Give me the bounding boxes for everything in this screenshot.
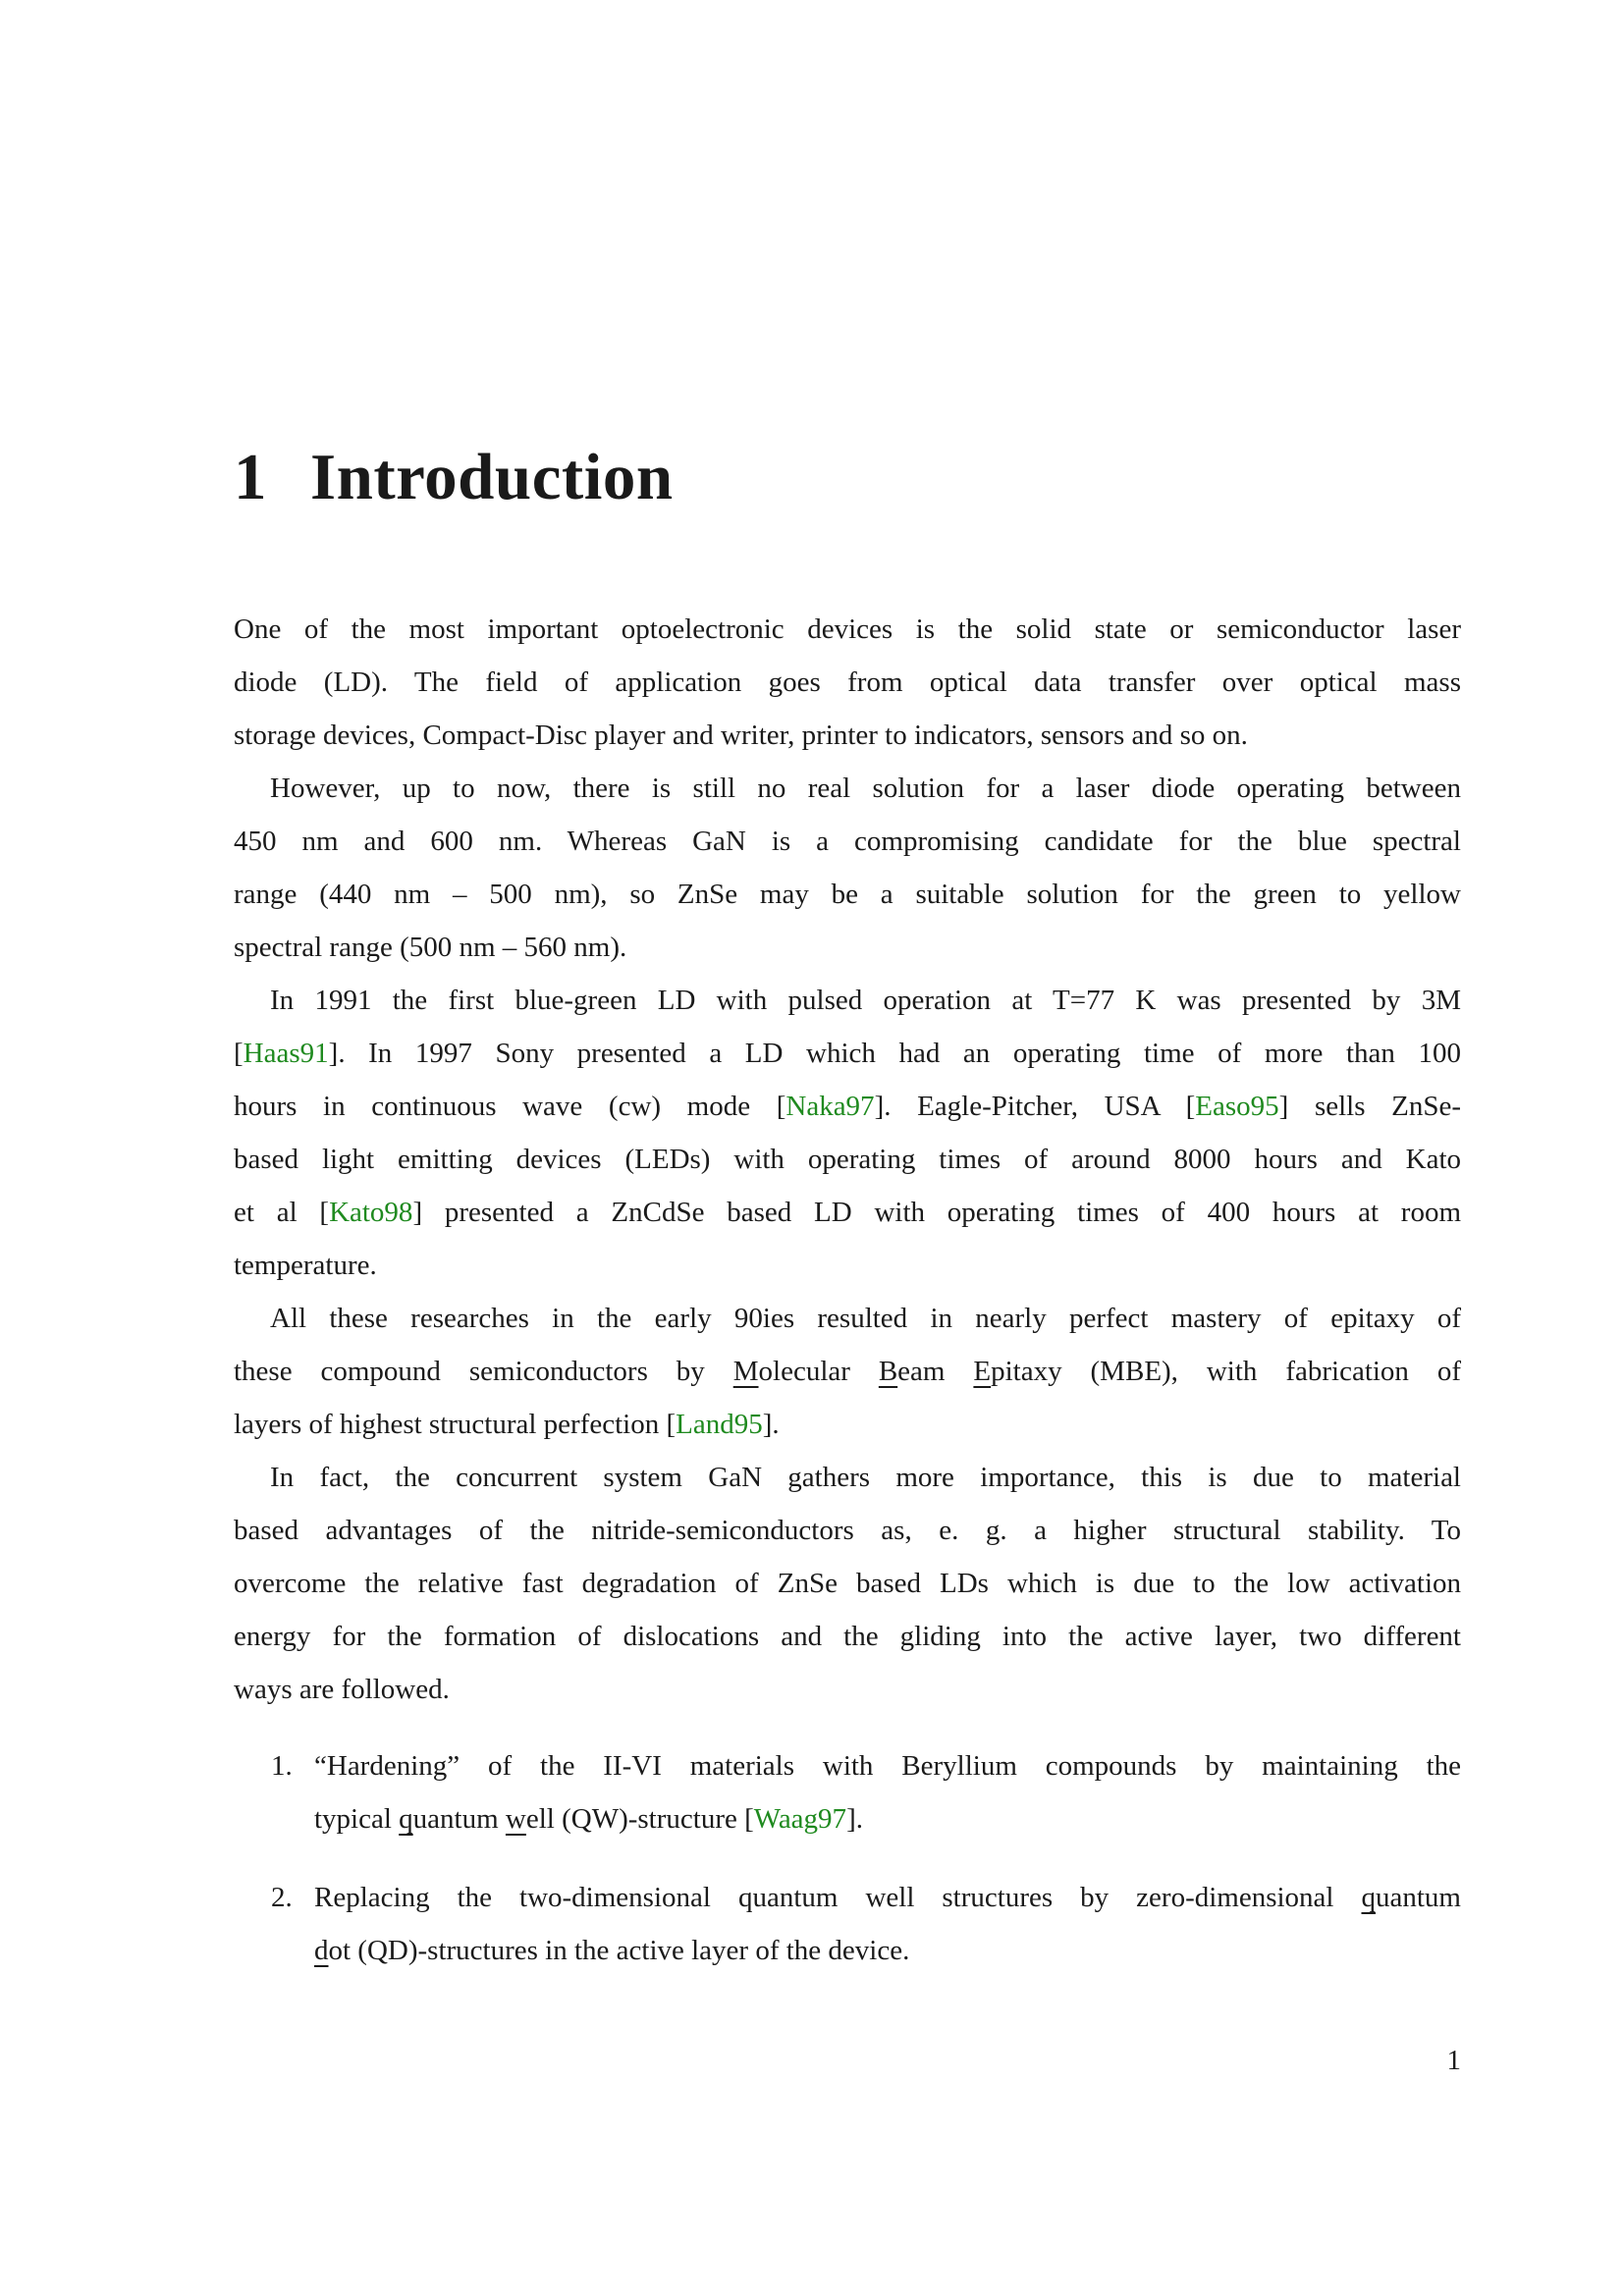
- underlined-letter: q: [399, 1802, 413, 1835]
- text-run: ] presented a ZnCdSe based LD with operating times of 400 hours at room: [412, 1196, 1462, 1228]
- text-line: [234, 656, 1461, 709]
- underlined-letter: q: [1361, 1881, 1376, 1913]
- body-text: [234, 603, 1461, 1977]
- text-line: [234, 1080, 1461, 1133]
- underlined-letter: w: [505, 1802, 526, 1835]
- text-run: diode (LD). The field of application goes from optical data transfer over optical mass: [234, 666, 1461, 698]
- list-item-number: 2.: [271, 1881, 293, 1913]
- text-run: layers of highest structural perfection [: [234, 1408, 677, 1440]
- text-line: [234, 762, 1461, 815]
- list-item: [271, 1739, 1461, 1845]
- paragraph: [234, 1451, 1461, 1716]
- text-run: pitaxy (MBE), with fabrication of: [991, 1355, 1462, 1387]
- text-run: 450 nm and 600 nm. Whereas GaN is a compromising candidate for the blue spectral: [234, 825, 1461, 857]
- text-run: olecular: [758, 1355, 879, 1387]
- text-line: [234, 1504, 1461, 1557]
- text-line: [234, 1557, 1461, 1610]
- text-run: spectral range (500 nm – 560 nm).: [234, 931, 627, 963]
- list-item-lines: [314, 1871, 1461, 1977]
- text-run: However, up to now, there is still no real solution for a laser diode operating between: [270, 772, 1461, 804]
- text-line: [234, 1398, 1461, 1451]
- text-run: Replacing the two-dimensional quantum well structures by zero-dimensional: [314, 1881, 1362, 1913]
- text-run: In 1991 the first blue-green LD with pulsed operation at T=77 K was presented by 3M: [270, 984, 1461, 1016]
- text-run: ]. In 1997 Sony presented a LD which had an operating time of more than 100: [328, 1037, 1461, 1069]
- text-run: ways are followed.: [234, 1673, 450, 1705]
- text-run: range (440 nm – 500 nm), so ZnSe may be a suitable solution for the green to yellow: [234, 878, 1461, 910]
- citation-link[interactable]: Easo95: [1195, 1090, 1279, 1122]
- underlined-letter: B: [878, 1355, 898, 1387]
- text-line: [234, 1451, 1461, 1504]
- text-run: hours in continuous wave (cw) mode [: [234, 1090, 786, 1122]
- paragraph: [234, 603, 1461, 762]
- numbered-list: [234, 1739, 1461, 1977]
- paragraph: [234, 762, 1461, 974]
- section-title: Introduction: [310, 441, 674, 513]
- underlined-letter: M: [732, 1355, 759, 1387]
- citation-link[interactable]: Haas91: [243, 1037, 329, 1069]
- text-line: [314, 1924, 1461, 1977]
- text-line: [234, 868, 1461, 921]
- text-line: [234, 1663, 1461, 1716]
- text-run: ell (QW)-structure [: [525, 1802, 754, 1835]
- text-line: [234, 921, 1461, 974]
- text-run: based advantages of the nitride-semiconductors as, e. g. a higher structural stability. To: [234, 1514, 1461, 1546]
- list-item-lines: [314, 1739, 1461, 1845]
- text-run: these compound semiconductors by: [234, 1355, 733, 1387]
- text-run: uantum: [412, 1802, 506, 1835]
- text-line: [234, 974, 1461, 1027]
- text-run: uantum: [1376, 1881, 1461, 1913]
- text-run: In fact, the concurrent system GaN gathers more importance, this is due to material: [270, 1461, 1461, 1493]
- text-run: ].: [846, 1802, 863, 1835]
- text-run: All these researches in the early 90ies resulted in nearly perfect mastery of epitaxy of: [270, 1302, 1461, 1334]
- text-run: typical: [314, 1802, 400, 1835]
- paragraph: [234, 1292, 1461, 1451]
- text-line: [234, 1610, 1461, 1663]
- text-run: ]. Eagle-Pitcher, USA [: [874, 1090, 1196, 1122]
- citation-link[interactable]: Land95: [676, 1408, 763, 1440]
- text-line: [234, 815, 1461, 868]
- text-run: “Hardening” of the II-VI materials with Beryllium compounds by maintaining the: [314, 1749, 1461, 1782]
- text-run: overcome the relative fast degradation of ZnSe based LDs which is due to the low activation: [234, 1567, 1461, 1599]
- section-heading: [234, 442, 1461, 514]
- text-line: [314, 1739, 1461, 1792]
- text-line: [234, 1239, 1461, 1292]
- text-run: et al [: [234, 1196, 330, 1228]
- text-run: eam: [897, 1355, 974, 1387]
- text-line: [234, 1027, 1461, 1080]
- text-line: [234, 1292, 1461, 1345]
- text-line: [234, 1186, 1461, 1239]
- citation-link[interactable]: Waag97: [753, 1802, 847, 1835]
- underlined-letter: d: [314, 1934, 329, 1966]
- list-item: [271, 1871, 1461, 1977]
- text-line: [234, 1345, 1461, 1398]
- text-line: [314, 1871, 1461, 1924]
- text-run: ot (QD)-structures in the active layer of the device.: [328, 1934, 910, 1966]
- text-run: One of the most important optoelectronic devices is the solid state or semiconductor laser: [234, 613, 1461, 645]
- page-number: 1: [1446, 2045, 1461, 2076]
- underlined-letter: E: [973, 1355, 992, 1387]
- text-line: [234, 1133, 1461, 1186]
- text-run: based light emitting devices (LEDs) with operating times of around 8000 hours and Kato: [234, 1143, 1461, 1175]
- section-number: 1: [234, 441, 267, 513]
- list-item-number: 1.: [271, 1749, 293, 1782]
- text-line: [234, 709, 1461, 762]
- text-run: storage devices, Compact-Disc player and writer, printer to indicators, sensors and so on.: [234, 719, 1248, 751]
- paragraph: [234, 974, 1461, 1292]
- citation-link[interactable]: Kato98: [329, 1196, 413, 1228]
- text-run: temperature.: [234, 1249, 377, 1281]
- text-run: ].: [762, 1408, 780, 1440]
- citation-link[interactable]: Naka97: [785, 1090, 875, 1122]
- text-run: [: [234, 1037, 244, 1069]
- text-line: [314, 1792, 1461, 1845]
- text-line: [234, 603, 1461, 656]
- text-run: ] sells ZnSe-: [1278, 1090, 1461, 1122]
- text-run: energy for the formation of dislocations and the gliding into the active layer, two different: [234, 1620, 1461, 1652]
